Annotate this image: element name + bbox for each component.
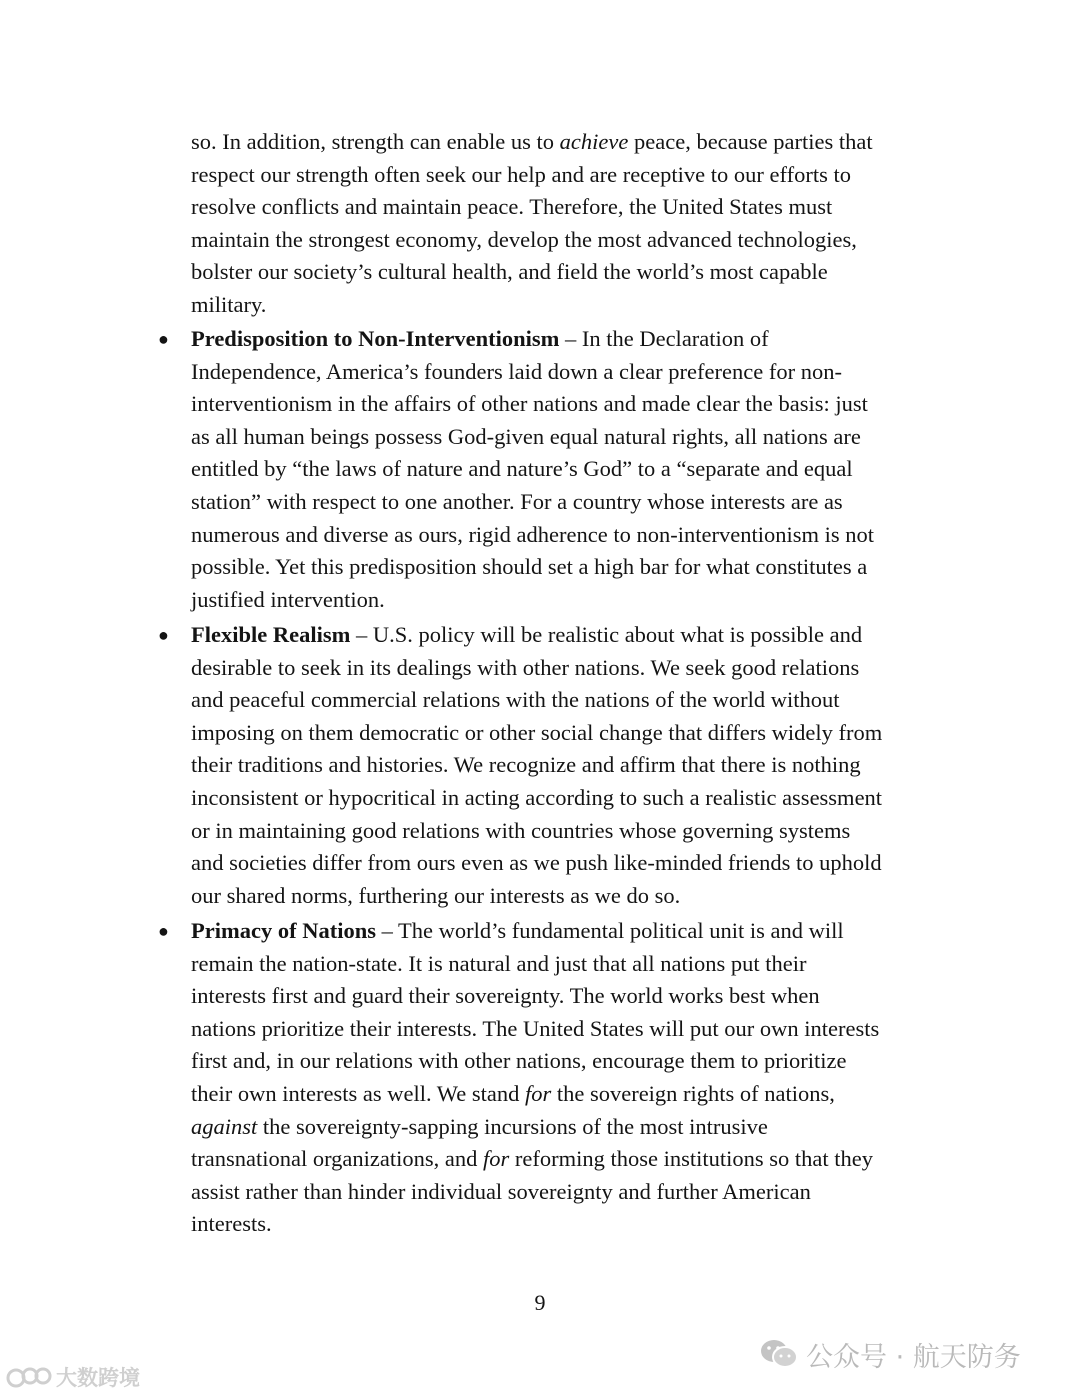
text-line: maintain the strongest economy, develop the most advanced technologies, (191, 226, 857, 252)
text-line: imposing on them democratic or other social change that differs widely from (191, 719, 883, 745)
text-line: interventionism in the affairs of other nations and made clear the basis: just (191, 391, 868, 417)
text-line: and peaceful commercial relations with the nations of the world without (191, 687, 840, 713)
bullet-marker: ● (158, 329, 169, 349)
text-line: desirable to seek in its dealings with other nations. We seek good relations (191, 654, 860, 680)
watermark-left (6, 1360, 140, 1394)
text-line: respect our strength often seek our help and are receptive to our efforts to (191, 161, 851, 187)
text-line: military. (191, 291, 267, 317)
text-line: inconsistent or hypocritical in acting according to such a realistic assessment (191, 784, 883, 810)
bullet-non-interventionism (191, 323, 961, 616)
text-line: bolster our society’s cultural health, and field the world’s most capable (191, 259, 828, 285)
intro-paragraph (191, 126, 961, 322)
text-line: assist rather than hinder individual sovereignty and further American (191, 1178, 811, 1204)
watermark-logo-icon (6, 1364, 52, 1390)
text-line: and societies differ from ours even as we push like-minded friends to uphold (191, 850, 882, 876)
page-number: 9 (534, 1290, 546, 1315)
text-line: resolve conflicts and maintain peace. Therefore, the United States must (191, 194, 833, 220)
text-line: first and, in our relations with other nations, encourage them to prioritize (191, 1048, 847, 1074)
bullet-marker: ● (158, 921, 169, 941)
text-line: nations prioritize their interests. The United States will put our own interests (191, 1015, 880, 1041)
text-line: transnational organizations, and for reforming those institutions so that they (191, 1146, 873, 1172)
text-line: so. In addition, strength can enable us to achieve peace, because parties that (191, 129, 873, 154)
bullet-flexible-realism (191, 619, 961, 912)
bullet-title: Primacy of Nations (191, 918, 376, 943)
text-line: Independence, America’s founders laid down a clear preference for non- (191, 358, 842, 384)
watermark-left-text: 大数跨境 (56, 1366, 140, 1390)
text-line: entitled by “the laws of nature and nature’s God” to a “separate and equal (191, 456, 853, 482)
text-line: remain the nation-state. It is natural and just that all nations put their (191, 950, 807, 976)
emphasis: for (524, 1080, 552, 1106)
text-line: interests first and guard their sovereignty. The world works best when (191, 983, 820, 1009)
text-line: interests. (191, 1211, 272, 1237)
bullet-title: Flexible Realism (191, 622, 351, 647)
text-line: or in maintaining good relations with countries whose governing systems (191, 817, 851, 843)
wechat-icon (760, 1338, 798, 1370)
text-line: against the sovereignty-sapping incursions of the most intrusive (191, 1113, 768, 1139)
text-line: possible. Yet this predisposition should set a high bar for what constitutes a (191, 554, 868, 580)
emphasis: for (483, 1146, 510, 1172)
bullet-title: Predisposition to Non-Interventionism (191, 326, 560, 351)
bullet-primacy-of-nations (191, 915, 961, 1241)
text-line: Predisposition to Non-Interventionism – In the Declaration of (191, 326, 769, 351)
text-line: justified intervention. (191, 586, 385, 612)
text-line: their traditions and histories. We recognize and affirm that there is nothing (191, 752, 861, 778)
watermark-wechat (760, 1336, 1021, 1372)
text-line: Primacy of Nations – The world’s fundamental political unit is and will (191, 918, 844, 943)
text-line: their own interests as well. We stand for the sovereign rights of nations, (191, 1080, 835, 1106)
text-line: our shared norms, furthering our interests as we do so. (191, 882, 681, 908)
text-line: as all human beings possess God-given equal natural rights, all nations are (191, 423, 861, 449)
emphasis: achieve (559, 129, 629, 154)
text-line: station” with respect to one another. For a country whose interests are as (191, 488, 843, 514)
text-line: numerous and diverse as ours, rigid adherence to non-interventionism is not (191, 521, 874, 547)
emphasis: against (191, 1113, 258, 1139)
watermark-right-text: 公众号 · 航天防务 (806, 1341, 1021, 1373)
text-line: Flexible Realism – U.S. policy will be realistic about what is possible and (191, 622, 863, 647)
bullet-marker: ● (158, 625, 169, 645)
